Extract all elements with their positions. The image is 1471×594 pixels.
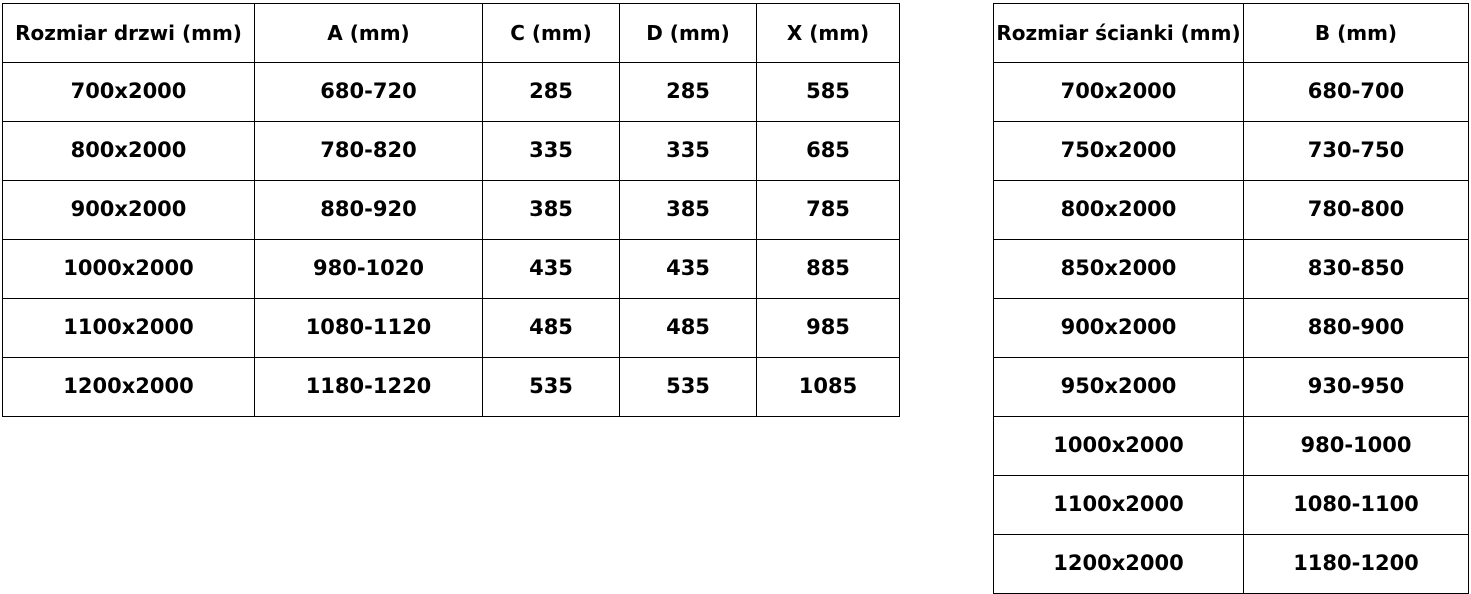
cell-a: 1180-1220: [255, 358, 483, 417]
table-row: [994, 358, 1469, 417]
cell-c: 435: [483, 240, 620, 299]
cell-door-size: 1100x2000: [3, 299, 255, 358]
cell-wall-size: 950x2000: [994, 358, 1244, 417]
column-header-x: X (mm): [757, 4, 900, 63]
cell-x: 685: [757, 122, 900, 181]
table-row: [3, 358, 900, 417]
column-header-wall-size: Rozmiar ścianki (mm): [994, 4, 1244, 63]
cell-c: 335: [483, 122, 620, 181]
column-header-d: D (mm): [620, 4, 757, 63]
wall-dimensions-table: [993, 3, 1469, 594]
cell-b: 780-800: [1244, 181, 1469, 240]
cell-a: 1080-1120: [255, 299, 483, 358]
cell-c: 535: [483, 358, 620, 417]
cell-door-size: 700x2000: [3, 63, 255, 122]
cell-x: 785: [757, 181, 900, 240]
cell-c: 285: [483, 63, 620, 122]
cell-b: 830-850: [1244, 240, 1469, 299]
column-header-door-size: Rozmiar drzwi (mm): [3, 4, 255, 63]
cell-b: 880-900: [1244, 299, 1469, 358]
cell-wall-size: 1100x2000: [994, 476, 1244, 535]
cell-door-size: 1200x2000: [3, 358, 255, 417]
cell-wall-size: 850x2000: [994, 240, 1244, 299]
column-header-a: A (mm): [255, 4, 483, 63]
cell-d: 485: [620, 299, 757, 358]
cell-wall-size: 800x2000: [994, 181, 1244, 240]
cell-wall-size: 750x2000: [994, 122, 1244, 181]
table-row: [994, 122, 1469, 181]
table-row: [994, 417, 1469, 476]
table-row: [3, 122, 900, 181]
cell-d: 335: [620, 122, 757, 181]
cell-wall-size: 1200x2000: [994, 535, 1244, 594]
table-header-row: [3, 4, 900, 63]
cell-a: 980-1020: [255, 240, 483, 299]
column-header-c: C (mm): [483, 4, 620, 63]
table-row: [3, 240, 900, 299]
table-row: [994, 181, 1469, 240]
doors-dimensions-table: [2, 3, 900, 417]
cell-b: 730-750: [1244, 122, 1469, 181]
cell-door-size: 900x2000: [3, 181, 255, 240]
table-row: [3, 181, 900, 240]
column-header-b: B (mm): [1244, 4, 1469, 63]
cell-b: 980-1000: [1244, 417, 1469, 476]
cell-d: 385: [620, 181, 757, 240]
table-row: [3, 299, 900, 358]
cell-wall-size: 1000x2000: [994, 417, 1244, 476]
cell-d: 435: [620, 240, 757, 299]
cell-d: 535: [620, 358, 757, 417]
cell-x: 885: [757, 240, 900, 299]
cell-door-size: 1000x2000: [3, 240, 255, 299]
table-header-row: [994, 4, 1469, 63]
cell-a: 880-920: [255, 181, 483, 240]
cell-wall-size: 900x2000: [994, 299, 1244, 358]
cell-b: 930-950: [1244, 358, 1469, 417]
cell-c: 385: [483, 181, 620, 240]
cell-d: 285: [620, 63, 757, 122]
table-row: [994, 535, 1469, 594]
cell-c: 485: [483, 299, 620, 358]
cell-x: 1085: [757, 358, 900, 417]
cell-a: 780-820: [255, 122, 483, 181]
cell-x: 985: [757, 299, 900, 358]
cell-door-size: 800x2000: [3, 122, 255, 181]
table-row: [994, 299, 1469, 358]
table-row: [3, 63, 900, 122]
cell-x: 585: [757, 63, 900, 122]
table-row: [994, 476, 1469, 535]
cell-b: 680-700: [1244, 63, 1469, 122]
cell-b: 1180-1200: [1244, 535, 1469, 594]
table-row: [994, 63, 1469, 122]
cell-b: 1080-1100: [1244, 476, 1469, 535]
cell-a: 680-720: [255, 63, 483, 122]
cell-wall-size: 700x2000: [994, 63, 1244, 122]
table-row: [994, 240, 1469, 299]
